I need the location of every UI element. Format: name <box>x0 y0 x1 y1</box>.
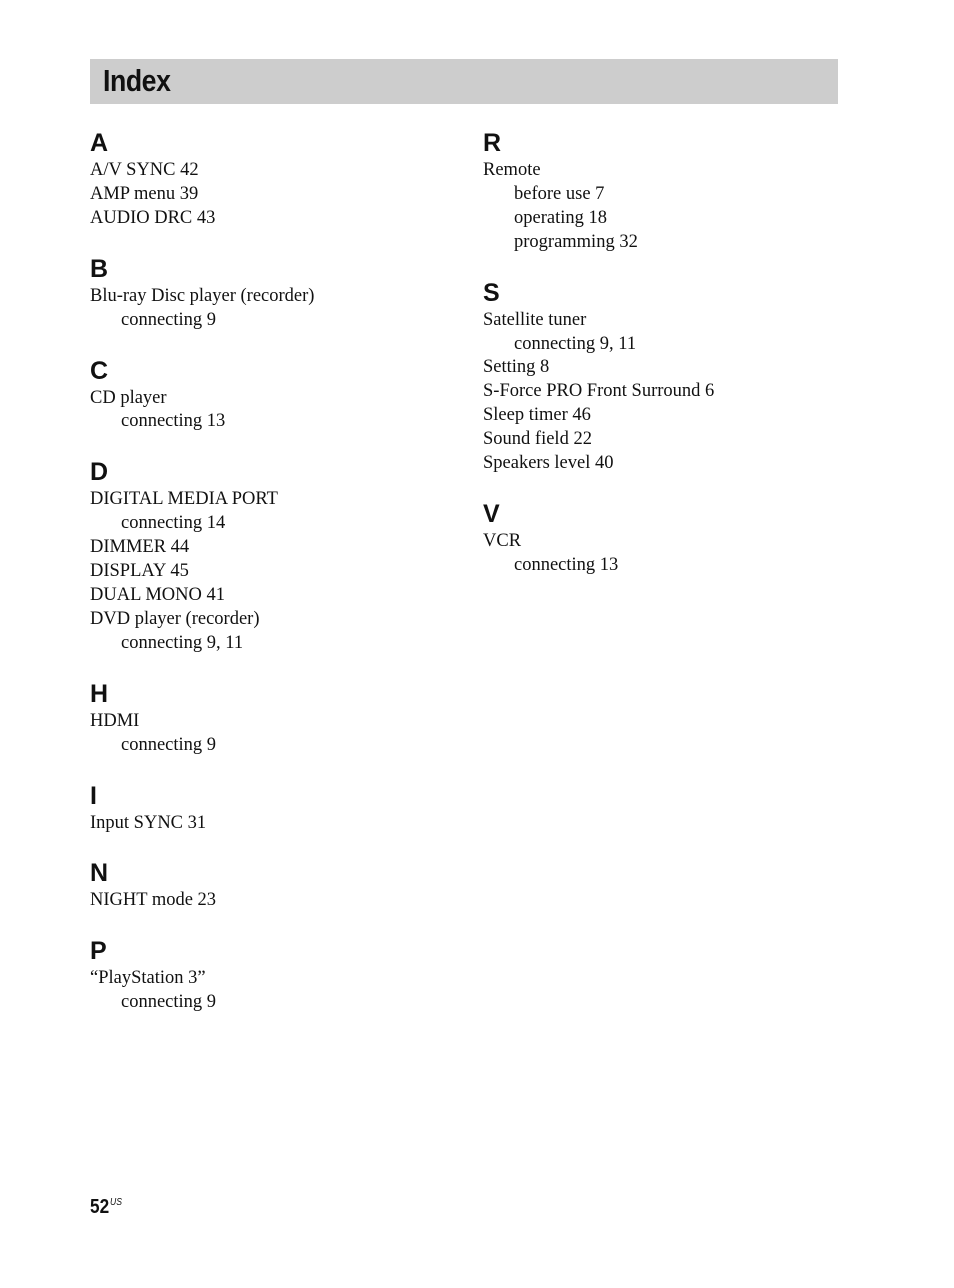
index-entry: Sleep timer 46 <box>483 405 591 426</box>
index-entry: NIGHT mode 23 <box>90 890 217 911</box>
section-letter: N <box>90 859 109 888</box>
index-entry: CD player <box>90 387 167 408</box>
index-entry: Setting 8 <box>483 357 550 378</box>
index-section-v <box>483 498 843 578</box>
index-section-a <box>90 127 460 231</box>
index-subentry: connecting 13 <box>514 554 619 575</box>
index-column-right <box>483 127 843 600</box>
index-subentry: connecting 9, 11 <box>514 333 637 354</box>
index-entry: VCR <box>483 530 522 551</box>
index-subentry: programming 32 <box>514 231 638 252</box>
index-entry: Satellite tuner <box>483 309 587 330</box>
index-entry: AUDIO DRC 43 <box>90 207 216 228</box>
section-letter: C <box>90 356 109 385</box>
index-subentry: connecting 9 <box>121 992 217 1013</box>
index-section-h <box>90 678 460 758</box>
index-section-c <box>90 355 460 435</box>
index-entry: AMP menu 39 <box>90 183 199 204</box>
section-letter: R <box>483 129 502 157</box>
section-letter: P <box>90 937 107 966</box>
index-column-left <box>90 127 460 1037</box>
index-entry: DVD player (recorder) <box>90 608 260 629</box>
index-section-s <box>483 277 843 476</box>
index-entry: “PlayStation 3” <box>90 968 206 989</box>
index-entry: Speakers level 40 <box>483 453 614 474</box>
index-entry: S-Force PRO Front Surround 6 <box>483 381 715 402</box>
page-title: Index <box>103 63 171 98</box>
index-entry: Sound field 22 <box>483 429 592 450</box>
index-entry: HDMI <box>90 710 140 731</box>
region-code: US <box>109 1197 122 1209</box>
section-letter: B <box>90 254 109 283</box>
section-letter: A <box>90 129 109 157</box>
page-footer <box>90 1196 122 1219</box>
index-subentry: connecting 9, 11 <box>121 632 244 653</box>
index-subentry: before use 7 <box>514 183 605 204</box>
index-subentry: connecting 13 <box>121 411 226 432</box>
section-letter: I <box>90 781 97 810</box>
index-title-bar <box>90 59 838 104</box>
index-section-d <box>90 456 460 655</box>
index-entry: DUAL MONO 41 <box>90 584 225 605</box>
section-letter: V <box>483 499 500 528</box>
section-letter: D <box>90 458 109 487</box>
index-entry: Blu-ray Disc player (recorder) <box>90 285 315 306</box>
index-entry: A/V SYNC 42 <box>90 160 199 180</box>
index-entry: Input SYNC 31 <box>90 812 207 833</box>
index-section-r <box>483 127 843 255</box>
index-subentry: connecting 14 <box>121 513 226 534</box>
section-letter: H <box>90 679 109 708</box>
page-number: 52 <box>90 1196 110 1218</box>
index-section-p <box>90 935 460 1015</box>
index-section-i <box>90 780 460 836</box>
index-subentry: connecting 9 <box>121 734 217 755</box>
index-entry: DIMMER 44 <box>90 537 190 558</box>
index-section-n <box>90 857 460 913</box>
index-entry: DISPLAY 45 <box>90 561 189 582</box>
index-section-b <box>90 253 460 333</box>
section-letter: S <box>483 278 500 307</box>
index-entry: DIGITAL MEDIA PORT <box>90 489 278 510</box>
index-entry: Remote <box>483 160 541 180</box>
index-subentry: connecting 9 <box>121 309 217 330</box>
index-subentry: operating 18 <box>514 207 607 228</box>
